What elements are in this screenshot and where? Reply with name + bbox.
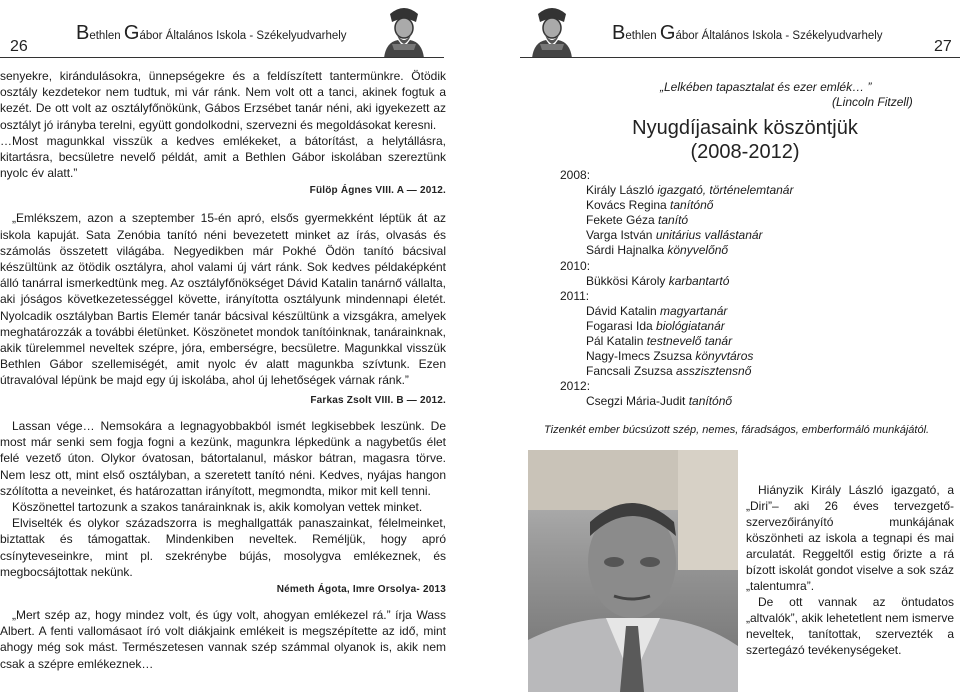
tribute-text — [746, 482, 954, 658]
paragraph: „Mert szép az, hogy mindez volt, és úgy volt, ahogyan emlékezel rá.” írja Wass Albert. A fenti vallomásaot író volt diákjaink emlékeit is megszépítette az idő, mint ahogy még sok mást. Természetesen vannak szép számmal olyanok is, akik nem csak a szépre emlékeznek… — [0, 608, 446, 671]
list-item: Nagy-Imecs Zsuzsa könyvtáros — [586, 349, 754, 364]
quote-author: (Lincoln Fitzell) — [832, 95, 913, 109]
list-item: Király László igazgató, történelemtanár — [586, 183, 794, 198]
list-item: Dávid Katalin magyartanár — [586, 303, 728, 318]
paragraph: Köszönettel tartozunk a szakos tanárainknak is, akik komolyan vettek minket. — [12, 500, 423, 515]
portrait-emblem — [376, 2, 432, 58]
paragraph: „Emlékszem, azon a szeptember 15-én apró, elsős gyermekként léptük át az iskola kapuját. Sata Zenóbia tanító néni bevezetett minket az írás, olvasás és számolás összetett világába. Negyedikben már Pokhé Ödön tanító bácsival készültünk az ötödik osztályra, ahol valami új várt ránk. Sok kedves példaképként álló tanárral ismerkedtünk meg. Az osztályfőnökséget Dávid Katalin tanárnő vállalta, aki jóságos következetességgel követte, irányította osztályunk mindennapi életét. Nyolcadik osztályban Bartis Elemér tanár bácsival készültünk a vizsgákra, amelyek meghatározzák a további életünket. Köszönetet mondok tanítóinknak, tanárainknak, akik türelemmel neveltek szépre, jóra, emberségre, becsületre. Magunkkal visszük Bethlen Gábor szellemiségét, amit nyolc év alatt magunkba szívtunk. Ezen útravalóval lépünk be majd egy új iskolába, ahol új lehetőségek várnak ránk.” — [0, 211, 446, 388]
left-column-bottom — [0, 418, 446, 672]
section-title: Nyugdíjasaink köszöntjük — [632, 117, 858, 139]
list-item: Fogarasi Ida biológiatanár — [586, 318, 725, 333]
left-page-number: 26 — [10, 38, 28, 55]
paragraph: Lassan vége… Nemsokára a legnagyobbakból ismét legkisebbek leszünk. De most már senki sem fogja fogni a kezünk, magunkra lépkedünk a nagybetűs élet felé vezető úton. Olykor óvatosan, bátortalanul, máskor bátran, magasra törve. Nem lesz ott, mint első osztályban, a szeretett tanító néni. Kedves, nyájas hangon szólította a neveinket, és határozattan irányított, megmondta, mikor mit kell tenni. — [0, 419, 446, 498]
year-label: 2012: — [560, 379, 591, 394]
quote-text: „Lelkében tapasztalat és ezer emlék… ” — [660, 80, 872, 94]
portrait-photo — [528, 450, 738, 692]
left-column-top — [0, 68, 446, 406]
portrait-emblem — [524, 2, 580, 58]
list-item: Sárdi Hajnalka könyvelőnő — [586, 243, 729, 258]
list-item: Kovács Regina tanítónő — [586, 198, 714, 213]
year-label: 2010: — [560, 258, 591, 273]
left-header-title: Bethlen Gábor Általános Iskola - Székelyudvarhely — [76, 22, 347, 44]
list-item: Varga István unitárius vallástanár — [586, 228, 763, 243]
photo-caption: Tizenkét ember búcsúzott szép, nemes, fáradságos, emberformáló munkájától. — [544, 424, 930, 436]
list-item: Fekete Géza tanító — [586, 213, 689, 228]
year-label: 2008: — [560, 168, 591, 182]
list-item: Bükkösi Károly karbantartó — [586, 273, 730, 288]
signature: Fülöp Ágnes VIII. A — 2012. — [309, 185, 446, 197]
section-subtitle: (2008-2012) — [690, 141, 800, 163]
list-item: Fancsali Zsuzsa asszisztensnő — [586, 364, 752, 379]
paragraph: …Most magunkkal visszük a kedves emlékeket, a bátorítást, a helytállásra, kitartásra, becsületre nevelő példát, amit a Bethlen Gábor iskolában szereztünk nyolc év alatt.” — [0, 133, 446, 181]
list-item: Csegzi Mária-Judit tanítónő — [586, 394, 733, 409]
paragraph: senyekre, kirándulásokra, ünnepségekre és a feldíszített tantermünkre. Ötödik osztály kezdetekor nem tudtuk, mi vár ránk. Nem volt ott a tanci, akinek fogtuk a kezét. De ott volt az osztályfőnökünk, Gábos Erzsébet tanár néni, aki igyekezett az osztályt jó irányba terelni, együtt gondolkodni, szervezni és megoldásokat keresni. — [0, 69, 446, 132]
left-header-rule — [0, 57, 444, 58]
paragraph: Hiányzik Király László igazgató, a „Diri”– aki 26 éves tervezgető-szervezőirányító munkájának köszönheti az iskola a tegnapi és mai arculatát. Reggeltől estig őrizte a rá bízott iskolát gondot viselve a sok száz „talentumra”. — [746, 483, 954, 593]
paragraph: Elviselték és olykor századszorra is meghallgatták panaszainkat, félelmeinket, biztattak és támogattak. Mindenkiben neveltek. Reméljük, hogy apró csínyteveseinkre, mint pl. szekrénybe bújás, mosolygva emlékeznek, és megbocsájtottak nekünk. — [0, 516, 446, 579]
list-item: Pál Katalin testnevelő tanár — [586, 334, 733, 349]
right-page-number: 27 — [934, 38, 952, 55]
year-label: 2011: — [560, 288, 590, 303]
signature: Farkas Zsolt VIII. B — 2012. — [310, 394, 446, 406]
paragraph: De ott vannak az öntudatos „altvalók”, akik lehetetlent nem ismerve neveltek, tanítottak, szervezték a szertegázó tevékenységeket. — [746, 595, 954, 657]
signature: Németh Ágota, Imre Orsolya- 2013 — [276, 584, 446, 596]
retiree-list — [560, 168, 880, 410]
right-header-title: Bethlen Gábor Általános Iskola - Székelyudvarhely — [612, 22, 883, 44]
right-header-rule — [520, 57, 960, 58]
